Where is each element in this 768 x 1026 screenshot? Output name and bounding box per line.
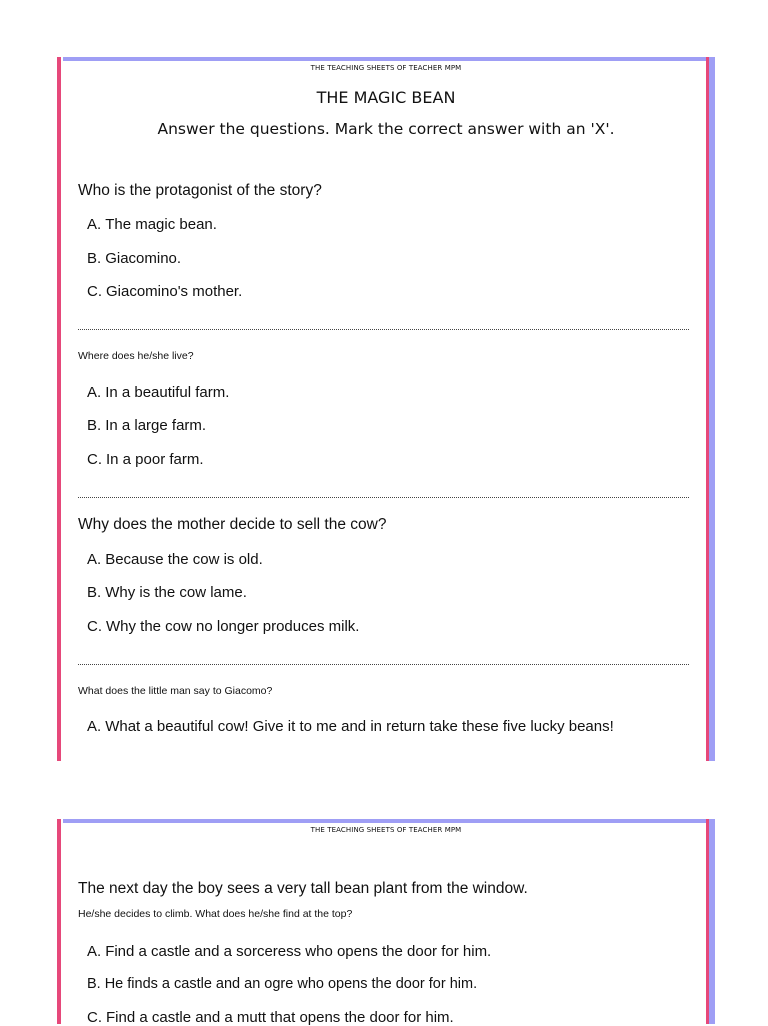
option-letter: B. — [87, 976, 101, 992]
answer-option-2b[interactable] — [87, 417, 206, 434]
answer-option-3b[interactable] — [87, 584, 247, 601]
option-text: Why the cow no longer produces milk. — [106, 618, 360, 635]
right-border-blue — [709, 819, 715, 1024]
top-border — [63, 57, 715, 61]
option-text: Giacomino's mother. — [106, 283, 243, 300]
answer-option-5c[interactable] — [87, 1009, 454, 1026]
question-2: Where does he/she live? — [78, 350, 194, 362]
left-border — [57, 819, 61, 1024]
option-letter: A. — [87, 718, 102, 735]
option-text: Find a castle and a sorceress who opens the door for him. — [105, 943, 492, 960]
page-header: THE TEACHING SHEETS OF TEACHER MPM — [310, 64, 462, 72]
option-letter: B. — [87, 250, 102, 267]
worksheet-page-2 — [57, 819, 715, 1024]
dotted-separator — [78, 322, 689, 330]
question-4: What does the little man say to Giacomo? — [78, 685, 273, 697]
question-1: Who is the protagonist of the story? — [78, 182, 322, 199]
option-text: In a poor farm. — [106, 451, 204, 468]
page-header: THE TEACHING SHEETS OF TEACHER MPM — [310, 826, 462, 834]
option-text: In a large farm. — [105, 417, 207, 434]
answer-option-5b[interactable] — [87, 976, 477, 992]
option-letter: C. — [87, 618, 102, 635]
option-letter: B. — [87, 584, 102, 601]
option-letter: C. — [87, 283, 102, 300]
option-letter: A. — [87, 384, 102, 401]
answer-option-2c[interactable] — [87, 451, 204, 468]
option-text: The magic bean. — [105, 216, 217, 233]
answer-option-1b[interactable] — [87, 250, 181, 267]
option-text: Giacomino. — [105, 250, 182, 267]
instructions: Answer the questions. Mark the correct answer with an 'X'. — [157, 120, 615, 138]
answer-option-3c[interactable] — [87, 618, 359, 635]
left-border — [57, 57, 61, 761]
answer-option-1c[interactable] — [87, 283, 242, 300]
top-border — [63, 819, 715, 823]
option-text: Because the cow is old. — [105, 551, 263, 568]
answer-option-5a[interactable] — [87, 943, 491, 960]
option-letter: B. — [87, 417, 102, 434]
dotted-separator — [78, 657, 689, 665]
option-letter: C. — [87, 1009, 102, 1026]
answer-option-2a[interactable] — [87, 384, 229, 401]
question-3: Why does the mother decide to sell the cow? — [78, 516, 387, 533]
option-letter: A. — [87, 551, 102, 568]
page-title: THE MAGIC BEAN — [316, 88, 456, 107]
option-text: What a beautiful cow! Give it to me and in return take these five lucky beans! — [105, 718, 614, 735]
right-border-blue — [709, 57, 715, 761]
answer-option-1a[interactable] — [87, 216, 217, 233]
answer-option-3a[interactable] — [87, 551, 263, 568]
question-5: He/she decides to climb. What does he/she find at the top? — [78, 908, 353, 920]
worksheet-page-1 — [57, 57, 715, 761]
option-letter: A. — [87, 216, 102, 233]
story-intro: The next day the boy sees a very tall bean plant from the window. — [78, 880, 528, 897]
option-text: He finds a castle and an ogre who opens the door for him. — [104, 976, 478, 992]
answer-option-4a[interactable] — [87, 718, 614, 735]
option-text: In a beautiful farm. — [105, 384, 230, 401]
option-text: Why is the cow lame. — [105, 584, 247, 601]
dotted-separator — [78, 490, 689, 498]
option-letter: C. — [87, 451, 102, 468]
option-text: Find a castle and a mutt that opens the door for him. — [106, 1009, 454, 1026]
option-letter: A. — [87, 943, 102, 960]
